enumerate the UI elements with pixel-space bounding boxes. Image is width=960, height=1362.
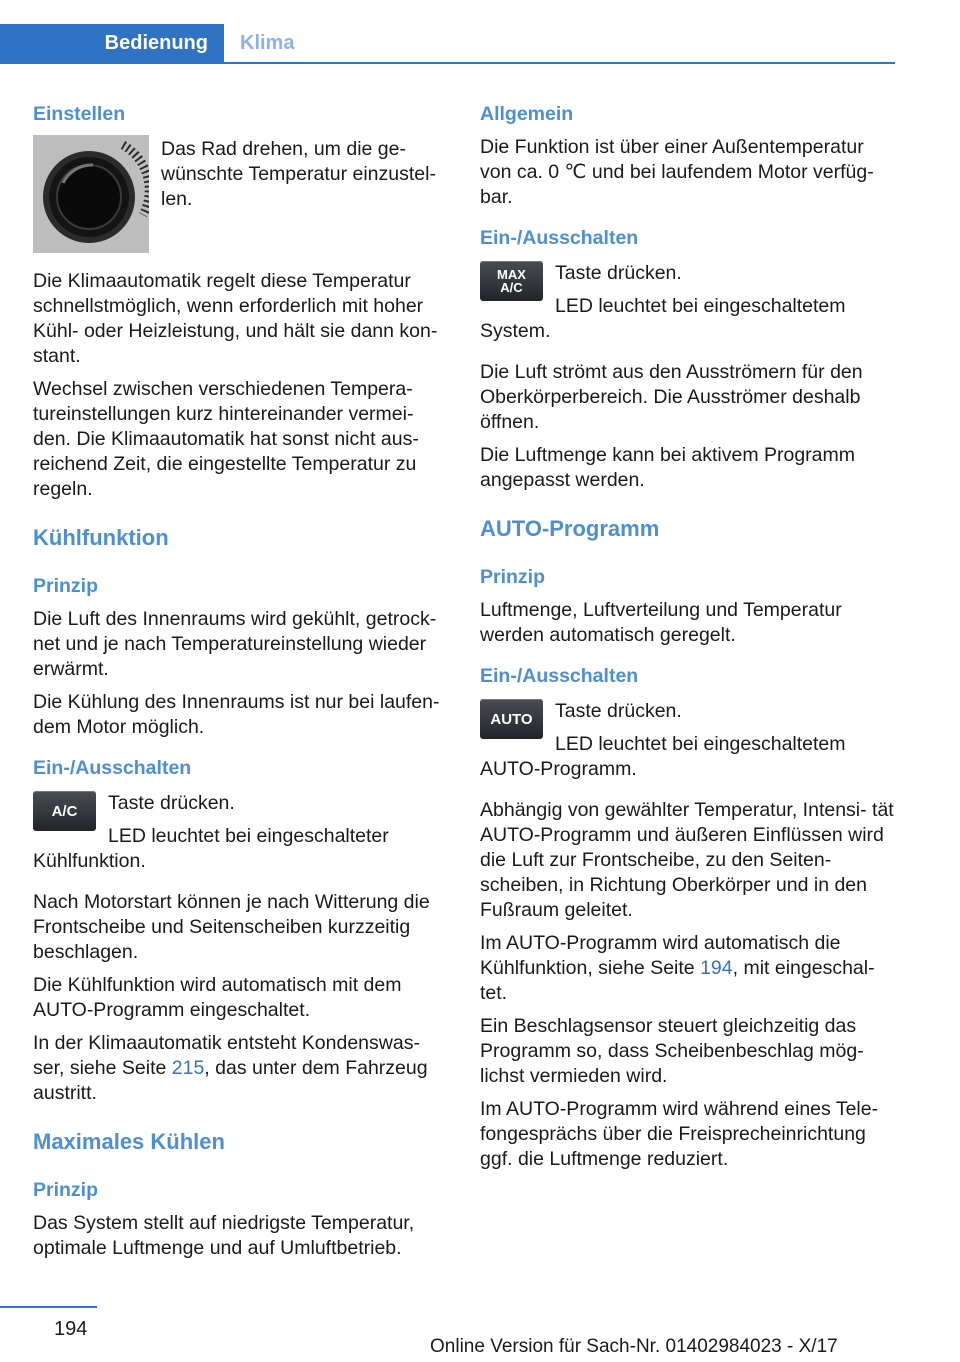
heading-auto-programm: AUTO-Programm xyxy=(480,516,660,541)
heading-kuehlfunktion: Kühlfunktion xyxy=(33,525,169,550)
text-line: len. xyxy=(161,188,193,210)
ac-button-row xyxy=(33,791,449,849)
temperature-dial-image xyxy=(33,135,149,253)
paragraph: Wechsel zwischen verschiedenen Tempera‐ tureinstellungen kurz hintereinander vermei‐ den. Die Klimaautomatik hat sonst nicht aus‐ reichend Zeit, die eingestellte Temperatur zu regeln. xyxy=(33,378,419,500)
heading-ein-ausschalten: Ein-/Ausschalten xyxy=(480,227,639,249)
page-number: 194 xyxy=(54,1318,88,1340)
auto-button-text xyxy=(555,699,896,757)
paragraph-kondenswasser xyxy=(33,1031,449,1106)
max-ac-button-text xyxy=(555,261,896,319)
heading-prinzip: Prinzip xyxy=(33,1179,99,1201)
einstellen-figure-row xyxy=(33,135,449,253)
text-line: wünschte Temperatur einzustel‐ xyxy=(161,163,436,185)
heading-ein-ausschalten: Ein-/Ausschalten xyxy=(33,757,192,779)
page-link-215[interactable]: 215 xyxy=(171,1057,205,1079)
text-span: , mit eingeschal‐ tet. xyxy=(480,957,875,1004)
paragraph: Im AUTO-Programm wird während eines Tele‐ fongesprächs über die Freisprecheinrichtung ggf. die Luftmenge reduziert. xyxy=(480,1098,879,1170)
max-ac-button-image xyxy=(480,261,543,301)
text-line: Das Rad drehen, um die ge‐ xyxy=(161,138,406,160)
text-line: Taste drücken. xyxy=(555,700,682,722)
text-span: , das unter dem Fahrzeug austritt. xyxy=(33,1057,428,1104)
max-ac-button-row xyxy=(480,261,896,319)
footer-rule xyxy=(0,1306,97,1308)
text-span: In der Klimaautomatik entsteht Kondenswas‐ ser, siehe Seite xyxy=(33,1032,420,1079)
text-line: Kühlfunktion. xyxy=(33,850,146,872)
paragraph: Die Kühlfunktion wird automatisch mit dem AUTO-Programm eingeschaltet. xyxy=(33,974,402,1021)
paragraph: Die Klimaautomatik regelt diese Temperatur schnellstmöglich, wenn erforderlich mit hoher Kühl- oder Heizleistung, und hält sie dann kon‐ stant. xyxy=(33,270,438,367)
text-line: LED leuchtet bei eingeschalteter xyxy=(108,825,389,847)
text-span: Im AUTO-Programm wird automatisch die Kühlfunktion, siehe Seite xyxy=(480,932,841,979)
button-text-line: MAX xyxy=(497,267,526,282)
text-line: LED leuchtet bei eingeschaltetem xyxy=(555,295,846,317)
footer-online-version: Online Version für Sach-Nr. 01402984023 - X/17 xyxy=(430,1336,838,1357)
paragraph: Das System stellt auf niedrigste Temperatur, optimale Luftmenge und auf Umluftbetrieb. xyxy=(33,1212,415,1259)
paragraph: Die Luft des Innenraums wird gekühlt, getrock‐ net und je nach Temperatureinstellung wieder erwärmt. xyxy=(33,608,437,680)
auto-button-image: AUTO xyxy=(480,699,543,739)
paragraph: Abhängig von gewählter Temperatur, Intensi‐ tät AUTO-Programm und äußeren Einflüssen wird die Luft zur Frontscheibe, zu den Seiten‐ scheiben, in Richtung Oberkörper und in den Fußraum geleitet. xyxy=(480,799,894,921)
heading-ein-ausschalten: Ein-/Ausschalten xyxy=(480,665,639,687)
paragraph: Die Luft strömt aus den Ausströmern für den Oberkörperbereich. Die Ausströmer deshalb öffnen. xyxy=(480,361,863,433)
paragraph: Nach Motorstart können je nach Witterung die Frontscheibe und Seitenscheiben kurzzeitig beschlagen. xyxy=(33,891,430,963)
header-tabbar xyxy=(0,24,895,64)
paragraph: Luftmenge, Luftverteilung und Temperatur werden automatisch geregelt. xyxy=(480,599,842,646)
page-link-194[interactable]: 194 xyxy=(700,957,733,979)
auto-button-row xyxy=(480,699,896,757)
paragraph: Die Funktion ist über einer Außentemperatur von ca. 0 ℃ und bei laufendem Motor verfüg‐ bar. xyxy=(480,136,874,208)
paragraph: Ein Beschlagsensor steuert gleichzeitig das Programm so, dass Scheibenbeschlag mög‐ lichst vermieden wird. xyxy=(480,1015,864,1087)
tab-bedienung[interactable]: Bedienung xyxy=(0,24,224,62)
heading-prinzip: Prinzip xyxy=(480,566,546,588)
heading-einstellen: Einstellen xyxy=(33,103,126,125)
text-line: System. xyxy=(480,320,551,342)
text-line: LED leuchtet bei eingeschaltetem xyxy=(555,733,846,755)
ac-button-text xyxy=(108,791,449,849)
paragraph: Die Kühlung des Innenraums ist nur bei laufen‐ dem Motor möglich. xyxy=(33,691,440,738)
right-column xyxy=(480,102,896,1180)
heading-prinzip: Prinzip xyxy=(33,575,99,597)
paragraph-kuehlfunktion-link xyxy=(480,931,896,1006)
einstellen-figure-text xyxy=(161,135,449,212)
text-line: AUTO-Programm. xyxy=(480,758,637,780)
left-column xyxy=(33,102,449,1269)
tab-klima[interactable]: Klima xyxy=(240,31,295,54)
heading-allgemein: Allgemein xyxy=(480,103,574,125)
text-line: Taste drücken. xyxy=(555,262,682,284)
ac-button-image: A/C xyxy=(33,791,96,831)
paragraph: Die Luftmenge kann bei aktivem Programm angepasst werden. xyxy=(480,444,856,491)
heading-maximales-kuehlen: Maximales Kühlen xyxy=(33,1129,225,1154)
button-text-line: A/C xyxy=(500,280,523,295)
text-line: Taste drücken. xyxy=(108,792,235,814)
